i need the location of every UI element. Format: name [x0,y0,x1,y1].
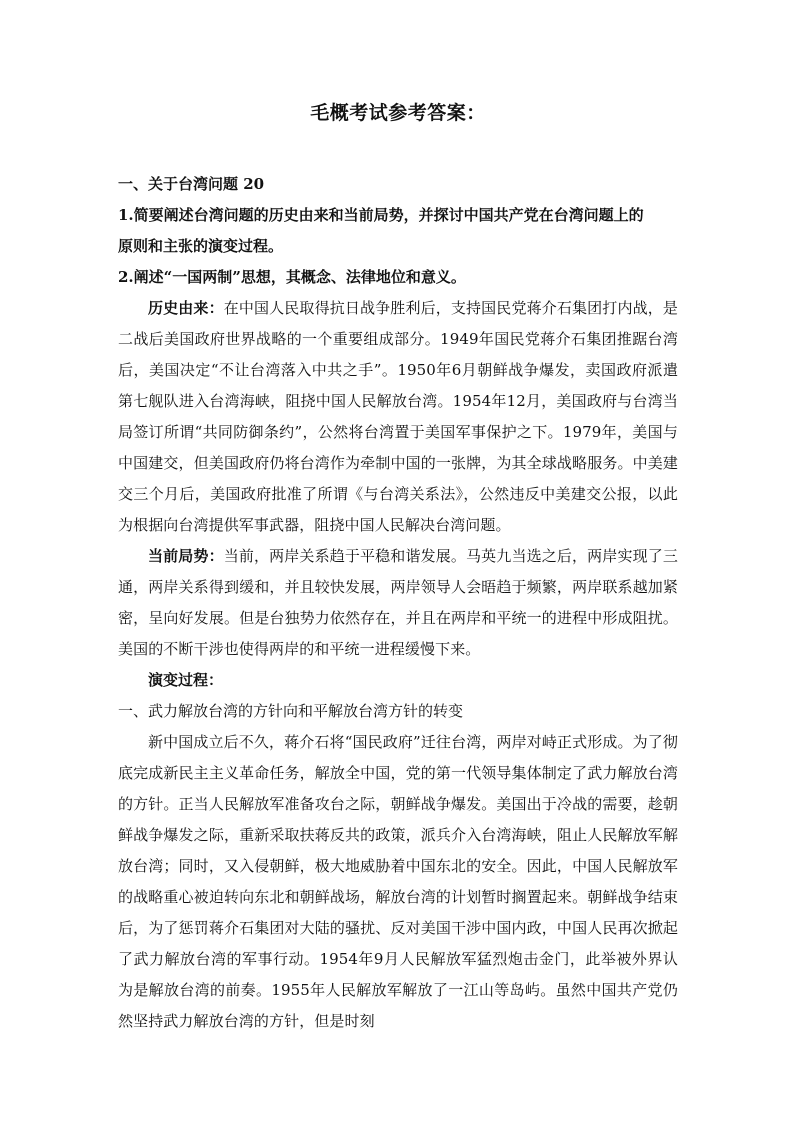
evolution-heading: 演变过程： [148,670,224,689]
document-content [118,102,678,1037]
document-title: 毛概考试参考答案： [310,102,486,124]
evolution-item-1: 一、武力解放台湾的方针向和平解放台湾方针的转变 [118,701,464,720]
current-situation-paragraph [118,541,678,665]
current-lead: 当前局势： [148,546,224,565]
question-2: 2.阐述“一国两制”思想，其概念、法律地位和意义。 [118,267,466,286]
history-text: 在中国人民取得抗日战争胜利后，支持国民党蒋介石集团打内战，是二战后美国政府世界战略的一个重要组成部分。1949年国民党蒋介石集团推踞台湾后，美国决定“不让台湾落入中共之手”。1950年6月朝鲜战争爆发，卖国政府派遣第七舰队进入台湾海峡，阻挠中国人民解放台湾。1954年12月，美国政府与台湾当局签订所谓“共同防御条约”，公然将台湾置于美国军事保护之下。1979年，美国与中国建交，但美国政府仍将台湾作为牵制中国的一张牌，为其全球战略服务。中美建交三个月后，美国政府批准了所谓《与台湾关系法》，公然违反中美建交公报，以此为根据向台湾提供军事武器，阻挠中国人民解决台湾问题。 [118,298,678,534]
current-text: 当前，两岸关系趋于平稳和谐发展。马英九当选之后，两岸实现了三通，两岸关系得到缓和，并且较快发展，两岸领导人会晤趋于频繁，两岸联系越加紧密，呈向好发展。但是台独势力依然存在，并且在两岸和平统一的进程中形成阻扰。美国的不断干涉也使得两岸的和平统一进程缓慢下来。 [118,546,678,658]
evolution-paragraph: 新中国成立后不久，蒋介石将“国民政府”迁往台湾，两岸对峙正式形成。为了彻底完成新民主主义革命任务，解放全中国，党的第一代领导集体制定了武力解放台湾的方针。正当人民解放军准备攻台之际，朝鲜战争爆发。美国出于冷战的需要，趁朝鲜战争爆发之际，重新采取扶蒋反共的政策，派兵介入台湾海峡，阻止人民解放军解放台湾；同时，又入侵朝鲜，极大地威胁着中国东北的安全。因此，中国人民解放军的战略重心被迫转向东北和朝鲜战场，解放台湾的计划暂时搁置起来。朝鲜战争结束后，为了惩罚蒋介石集团对大陆的骚扰、反对美国干涉中国内政，中国人民再次掀起了武力解放台湾的军事行动。1954年9月人民解放军猛烈炮击金门，此举被外界认为是解放台湾的前奏。1955年人民解放军解放了一江山等岛屿。虽然中国共产党仍然坚持武力解放台湾的方针，但是时刻 [118,732,678,1030]
question-1-line-2: 原则和主张的演变过程。 [118,236,284,255]
section-heading: 一、关于台湾问题 20 [118,174,265,193]
history-paragraph [118,293,678,541]
question-1-line-1: 1.简要阐述台湾问题的历史由来和当前局势，并探讨中国共产党在台湾问题上的 [118,205,644,224]
history-lead: 历史由来： [148,298,224,317]
